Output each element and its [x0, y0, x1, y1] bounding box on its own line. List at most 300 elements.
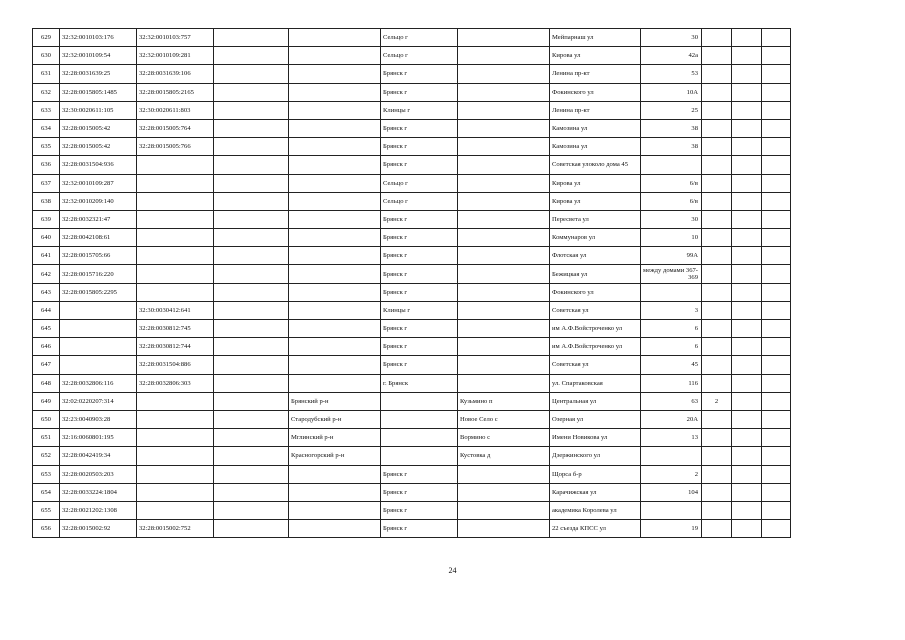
row-number-cell: 646	[33, 338, 60, 356]
extra-cell-2	[762, 138, 791, 156]
house-number-cell: 38	[641, 138, 702, 156]
district-cell	[289, 356, 381, 374]
row-number-cell: 654	[33, 483, 60, 501]
street-cell: Флотская ул	[550, 247, 641, 265]
row-number-cell: 648	[33, 374, 60, 392]
building-cadastral-cell	[137, 265, 214, 283]
empty-cell	[214, 192, 289, 210]
settlement-cell	[458, 156, 550, 174]
settlement-cell	[458, 520, 550, 538]
street-cell: Советская ул	[550, 301, 641, 319]
city-cell: Брянск г	[381, 119, 458, 137]
city-cell: Брянск г	[381, 338, 458, 356]
building-cadastral-cell	[137, 447, 214, 465]
extra-cell	[732, 338, 762, 356]
table-row	[33, 392, 791, 410]
city-cell: Клинцы г	[381, 301, 458, 319]
extra-cell-2	[762, 520, 791, 538]
city-cell: Сельцо г	[381, 29, 458, 47]
extra-cell	[732, 29, 762, 47]
settlement-cell	[458, 119, 550, 137]
row-number-cell: 632	[33, 83, 60, 101]
city-cell: Брянск г	[381, 65, 458, 83]
district-cell	[289, 65, 381, 83]
settlement-cell	[458, 265, 550, 283]
extra-cell-2	[762, 247, 791, 265]
building-number-cell	[702, 320, 732, 338]
city-cell: г. Брянск	[381, 374, 458, 392]
district-cell	[289, 465, 381, 483]
table-row	[33, 210, 791, 228]
street-cell: Камозина ул	[550, 138, 641, 156]
empty-cell	[214, 501, 289, 519]
building-number-cell	[702, 265, 732, 283]
land-cadastral-cell: 32:28:0042108:61	[60, 229, 137, 247]
table-row	[33, 229, 791, 247]
building-number-cell	[702, 229, 732, 247]
land-cadastral-cell: 32:32:0010109:54	[60, 47, 137, 65]
street-cell: Бежицкая ул	[550, 265, 641, 283]
building-number-cell	[702, 119, 732, 137]
table-row	[33, 265, 791, 283]
settlement-cell	[458, 301, 550, 319]
land-cadastral-cell	[60, 356, 137, 374]
district-cell	[289, 247, 381, 265]
row-number-cell: 640	[33, 229, 60, 247]
table-row	[33, 410, 791, 428]
settlement-cell: Новое Село с	[458, 410, 550, 428]
street-cell: 22 съезда КПСС ул	[550, 520, 641, 538]
settlement-cell	[458, 247, 550, 265]
district-cell	[289, 283, 381, 301]
city-cell: Брянск г	[381, 520, 458, 538]
street-cell: Фокинского ул	[550, 83, 641, 101]
building-number-cell: 2	[702, 392, 732, 410]
street-cell: Кирова ул	[550, 174, 641, 192]
district-cell	[289, 265, 381, 283]
city-cell: Клинцы г	[381, 101, 458, 119]
table-row	[33, 156, 791, 174]
street-cell: Пересвета ул	[550, 210, 641, 228]
table-row	[33, 374, 791, 392]
house-number-cell: 30	[641, 210, 702, 228]
house-number-cell: 6	[641, 320, 702, 338]
table-row	[33, 501, 791, 519]
building-cadastral-cell: 32:28:0015805:2165	[137, 83, 214, 101]
land-cadastral-cell	[60, 338, 137, 356]
table-row	[33, 83, 791, 101]
empty-cell	[214, 138, 289, 156]
land-cadastral-cell	[60, 320, 137, 338]
empty-cell	[214, 65, 289, 83]
district-cell	[289, 301, 381, 319]
district-cell	[289, 174, 381, 192]
extra-cell-2	[762, 447, 791, 465]
extra-cell	[732, 138, 762, 156]
street-cell: Ленина пр-кт	[550, 101, 641, 119]
building-cadastral-cell: 32:30:0030412:641	[137, 301, 214, 319]
empty-cell	[214, 283, 289, 301]
land-cadastral-cell: 32:30:0020611:105	[60, 101, 137, 119]
building-number-cell	[702, 520, 732, 538]
row-number-cell: 642	[33, 265, 60, 283]
extra-cell	[732, 210, 762, 228]
extra-cell-2	[762, 229, 791, 247]
building-number-cell	[702, 156, 732, 174]
land-cadastral-cell: 32:28:0015805:1485	[60, 83, 137, 101]
row-number-cell: 647	[33, 356, 60, 374]
district-cell	[289, 483, 381, 501]
land-cadastral-cell	[60, 301, 137, 319]
row-number-cell: 629	[33, 29, 60, 47]
extra-cell	[732, 320, 762, 338]
building-cadastral-cell: 32:28:0031639:106	[137, 65, 214, 83]
extra-cell-2	[762, 29, 791, 47]
building-cadastral-cell	[137, 192, 214, 210]
city-cell: Брянск г	[381, 138, 458, 156]
street-cell: им А.Ф.Войстроченко ул	[550, 320, 641, 338]
building-cadastral-cell	[137, 392, 214, 410]
extra-cell-2	[762, 47, 791, 65]
building-cadastral-cell: 32:32:0010103:757	[137, 29, 214, 47]
row-number-cell: 655	[33, 501, 60, 519]
district-cell: Брянский р-н	[289, 392, 381, 410]
empty-cell	[214, 301, 289, 319]
building-number-cell	[702, 174, 732, 192]
district-cell	[289, 320, 381, 338]
district-cell: Стародубский р-н	[289, 410, 381, 428]
district-cell	[289, 119, 381, 137]
extra-cell	[732, 247, 762, 265]
land-cadastral-cell: 32:16:0060801:195	[60, 429, 137, 447]
street-cell: Коммунаров ул	[550, 229, 641, 247]
table-row	[33, 119, 791, 137]
building-cadastral-cell: 32:28:0015002:752	[137, 520, 214, 538]
house-number-cell: 6	[641, 338, 702, 356]
building-cadastral-cell: 32:28:0015005:764	[137, 119, 214, 137]
building-cadastral-cell	[137, 229, 214, 247]
table-row	[33, 283, 791, 301]
city-cell: Брянск г	[381, 283, 458, 301]
row-number-cell: 631	[33, 65, 60, 83]
empty-cell	[214, 156, 289, 174]
extra-cell	[732, 520, 762, 538]
extra-cell	[732, 501, 762, 519]
extra-cell	[732, 374, 762, 392]
land-cadastral-cell: 32:28:0015002:92	[60, 520, 137, 538]
extra-cell-2	[762, 356, 791, 374]
building-cadastral-cell: 32:28:0030812:744	[137, 338, 214, 356]
building-cadastral-cell	[137, 410, 214, 428]
building-cadastral-cell: 32:28:0030812:745	[137, 320, 214, 338]
empty-cell	[214, 356, 289, 374]
street-cell: Камозина ул	[550, 119, 641, 137]
house-number-cell: 2	[641, 465, 702, 483]
table-row	[33, 47, 791, 65]
building-cadastral-cell	[137, 465, 214, 483]
extra-cell	[732, 101, 762, 119]
street-cell: Фокинского ул	[550, 283, 641, 301]
building-number-cell	[702, 83, 732, 101]
building-cadastral-cell	[137, 501, 214, 519]
empty-cell	[214, 320, 289, 338]
table-row	[33, 429, 791, 447]
city-cell	[381, 447, 458, 465]
settlement-cell	[458, 65, 550, 83]
land-cadastral-cell: 32:28:0032321:47	[60, 210, 137, 228]
city-cell: Сельцо г	[381, 47, 458, 65]
extra-cell	[732, 192, 762, 210]
building-number-cell	[702, 192, 732, 210]
settlement-cell	[458, 338, 550, 356]
extra-cell	[732, 47, 762, 65]
building-number-cell	[702, 283, 732, 301]
land-cadastral-cell: 32:28:0015005:42	[60, 138, 137, 156]
empty-cell	[214, 265, 289, 283]
land-cadastral-cell: 32:32:0010209:140	[60, 192, 137, 210]
table-row	[33, 483, 791, 501]
settlement-cell: Кустовка д	[458, 447, 550, 465]
building-number-cell	[702, 65, 732, 83]
street-cell: Карачижская ул	[550, 483, 641, 501]
row-number-cell: 643	[33, 283, 60, 301]
empty-cell	[214, 47, 289, 65]
empty-cell	[214, 83, 289, 101]
row-number-cell: 641	[33, 247, 60, 265]
row-number-cell: 652	[33, 447, 60, 465]
city-cell: Брянск г	[381, 247, 458, 265]
house-number-cell: 104	[641, 483, 702, 501]
row-number-cell: 650	[33, 410, 60, 428]
extra-cell-2	[762, 174, 791, 192]
district-cell	[289, 210, 381, 228]
table-row	[33, 247, 791, 265]
land-cadastral-cell: 32:28:0015005:42	[60, 119, 137, 137]
street-cell: Имени Новикова ул	[550, 429, 641, 447]
building-number-cell	[702, 465, 732, 483]
house-number-cell: 53	[641, 65, 702, 83]
empty-cell	[214, 101, 289, 119]
settlement-cell	[458, 138, 550, 156]
table-row	[33, 356, 791, 374]
house-number-cell	[641, 156, 702, 174]
building-number-cell	[702, 247, 732, 265]
house-number-cell: 116	[641, 374, 702, 392]
street-cell: ул. Спартаковская	[550, 374, 641, 392]
building-number-cell	[702, 138, 732, 156]
row-number-cell: 630	[33, 47, 60, 65]
land-cadastral-cell: 32:28:0033224:1804	[60, 483, 137, 501]
land-cadastral-cell: 32:28:0021202:1308	[60, 501, 137, 519]
street-cell: Мейпарнаш ул	[550, 29, 641, 47]
table-row	[33, 101, 791, 119]
extra-cell-2	[762, 265, 791, 283]
building-cadastral-cell	[137, 429, 214, 447]
city-cell: Сельцо г	[381, 192, 458, 210]
city-cell	[381, 392, 458, 410]
street-cell: Дзержинского ул	[550, 447, 641, 465]
house-number-cell	[641, 283, 702, 301]
building-number-cell	[702, 410, 732, 428]
extra-cell	[732, 229, 762, 247]
land-cadastral-cell: 32:23:0040903:28	[60, 410, 137, 428]
building-number-cell	[702, 374, 732, 392]
extra-cell-2	[762, 65, 791, 83]
district-cell: Красногорский р-н	[289, 447, 381, 465]
city-cell: Брянск г	[381, 483, 458, 501]
page-number: 24	[448, 566, 457, 575]
city-cell: Брянск г	[381, 465, 458, 483]
extra-cell	[732, 265, 762, 283]
district-cell	[289, 83, 381, 101]
extra-cell	[732, 356, 762, 374]
house-number-cell: 25	[641, 101, 702, 119]
street-cell: Кирова ул	[550, 192, 641, 210]
empty-cell	[214, 447, 289, 465]
city-cell: Брянск г	[381, 156, 458, 174]
land-cadastral-cell: 32:28:0020503:203	[60, 465, 137, 483]
district-cell	[289, 520, 381, 538]
extra-cell	[732, 301, 762, 319]
house-number-cell: 42а	[641, 47, 702, 65]
row-number-cell: 636	[33, 156, 60, 174]
street-cell: Центральная ул	[550, 392, 641, 410]
building-cadastral-cell	[137, 483, 214, 501]
settlement-cell	[458, 465, 550, 483]
house-number-cell: 20А	[641, 410, 702, 428]
empty-cell	[214, 429, 289, 447]
street-cell: Советская ул	[550, 356, 641, 374]
house-number-cell: 30	[641, 29, 702, 47]
extra-cell	[732, 447, 762, 465]
extra-cell	[732, 410, 762, 428]
row-number-cell: 651	[33, 429, 60, 447]
settlement-cell	[458, 83, 550, 101]
empty-cell	[214, 29, 289, 47]
street-cell: Советская улоколо дома 45	[550, 156, 641, 174]
empty-cell	[214, 247, 289, 265]
street-cell: Озерная ул	[550, 410, 641, 428]
table-row	[33, 447, 791, 465]
extra-cell	[732, 119, 762, 137]
building-cadastral-cell	[137, 247, 214, 265]
settlement-cell	[458, 29, 550, 47]
settlement-cell	[458, 483, 550, 501]
house-number-cell: между домами 367-369	[641, 265, 702, 283]
extra-cell-2	[762, 374, 791, 392]
city-cell	[381, 429, 458, 447]
settlement-cell	[458, 320, 550, 338]
row-number-cell: 645	[33, 320, 60, 338]
street-cell: Кирова ул	[550, 47, 641, 65]
extra-cell-2	[762, 465, 791, 483]
extra-cell-2	[762, 410, 791, 428]
row-number-cell: 637	[33, 174, 60, 192]
table-row	[33, 465, 791, 483]
extra-cell-2	[762, 283, 791, 301]
extra-cell-2	[762, 501, 791, 519]
building-cadastral-cell	[137, 174, 214, 192]
empty-cell	[214, 119, 289, 137]
house-number-cell: 10А	[641, 83, 702, 101]
house-number-cell: 99А	[641, 247, 702, 265]
extra-cell	[732, 65, 762, 83]
settlement-cell	[458, 356, 550, 374]
empty-cell	[214, 174, 289, 192]
house-number-cell: 10	[641, 229, 702, 247]
land-cadastral-cell: 32:28:0031639:25	[60, 65, 137, 83]
extra-cell-2	[762, 192, 791, 210]
district-cell	[289, 47, 381, 65]
city-cell: Брянск г	[381, 265, 458, 283]
extra-cell-2	[762, 83, 791, 101]
extra-cell-2	[762, 483, 791, 501]
row-number-cell: 634	[33, 119, 60, 137]
table-row	[33, 65, 791, 83]
district-cell	[289, 374, 381, 392]
extra-cell-2	[762, 210, 791, 228]
building-cadastral-cell	[137, 210, 214, 228]
land-cadastral-cell: 32:28:0032806:116	[60, 374, 137, 392]
house-number-cell: 6/в	[641, 174, 702, 192]
extra-cell-2	[762, 320, 791, 338]
settlement-cell	[458, 283, 550, 301]
settlement-cell	[458, 101, 550, 119]
land-cadastral-cell: 32:28:0031504:936	[60, 156, 137, 174]
extra-cell	[732, 483, 762, 501]
building-number-cell	[702, 101, 732, 119]
empty-cell	[214, 520, 289, 538]
city-cell: Сельцо г	[381, 174, 458, 192]
land-cadastral-cell: 32:02:0220207:314	[60, 392, 137, 410]
building-number-cell	[702, 501, 732, 519]
building-number-cell	[702, 301, 732, 319]
row-number-cell: 649	[33, 392, 60, 410]
city-cell: Брянск г	[381, 210, 458, 228]
street-cell: Щорса б-р	[550, 465, 641, 483]
city-cell: Брянск г	[381, 83, 458, 101]
building-number-cell	[702, 447, 732, 465]
land-cadastral-cell: 32:32:0010109:287	[60, 174, 137, 192]
building-number-cell	[702, 356, 732, 374]
row-number-cell: 644	[33, 301, 60, 319]
settlement-cell	[458, 374, 550, 392]
extra-cell	[732, 392, 762, 410]
empty-cell	[214, 229, 289, 247]
settlement-cell	[458, 192, 550, 210]
extra-cell-2	[762, 101, 791, 119]
district-cell: Мглинский р-н	[289, 429, 381, 447]
district-cell	[289, 29, 381, 47]
empty-cell	[214, 338, 289, 356]
extra-cell	[732, 283, 762, 301]
house-number-cell: 6/в	[641, 192, 702, 210]
house-number-cell	[641, 501, 702, 519]
settlement-cell	[458, 174, 550, 192]
street-cell: академика Королева ул	[550, 501, 641, 519]
land-cadastral-cell: 32:28:0042419:34	[60, 447, 137, 465]
row-number-cell: 653	[33, 465, 60, 483]
city-cell: Брянск г	[381, 501, 458, 519]
empty-cell	[214, 392, 289, 410]
empty-cell	[214, 483, 289, 501]
district-cell	[289, 101, 381, 119]
settlement-cell	[458, 47, 550, 65]
building-cadastral-cell: 32:32:0010109:281	[137, 47, 214, 65]
building-cadastral-cell: 32:30:0020611:803	[137, 101, 214, 119]
extra-cell	[732, 83, 762, 101]
extra-cell-2	[762, 301, 791, 319]
